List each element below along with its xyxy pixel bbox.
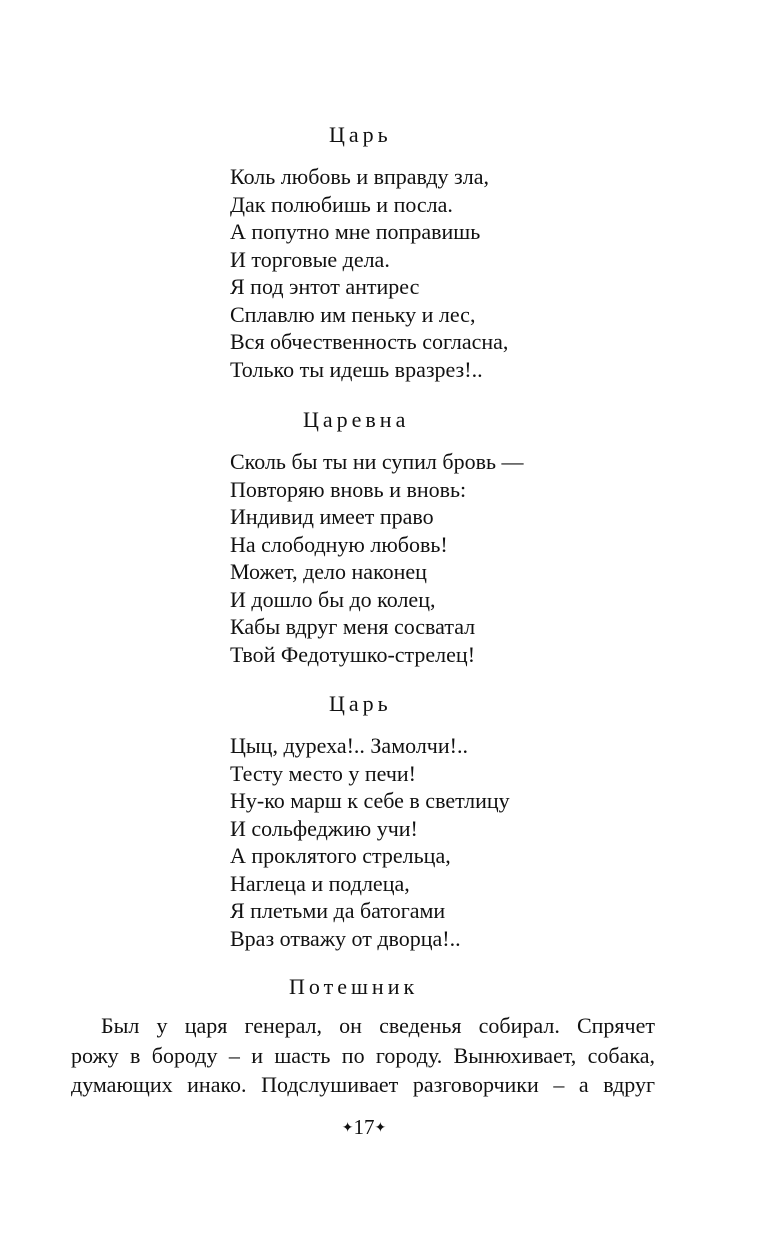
- verse-line: Коль любовь и вправду зла,: [230, 164, 489, 189]
- verse-line: Повторяю вновь и вновь:: [230, 476, 467, 502]
- verse-line: Индивид имеет право: [230, 504, 434, 529]
- verse-stanza: [230, 163, 508, 383]
- verse-line: Только ты идешь вразрез!..: [230, 356, 483, 382]
- verse-line: На слободную любовь!: [230, 531, 448, 557]
- verse-line: Сколь бы ты ни супил бровь —: [230, 449, 524, 474]
- verse-line: Кабы вдруг меня сосватал: [230, 614, 476, 639]
- prose-paragraph: [71, 1011, 655, 1100]
- verse-line: Я под энтот антирес: [230, 274, 420, 299]
- verse-line: Вся обчественность согласна,: [230, 329, 509, 354]
- page-number: 17: [353, 1115, 375, 1139]
- verse-line: Сплавлю им пеньку и лес,: [230, 301, 476, 327]
- prose-line: рожу в бороду – и шасть по городу. Вынюхивает, собака,: [71, 1042, 655, 1068]
- page-folio: [0, 1113, 728, 1143]
- verse-stanza: [230, 448, 524, 668]
- verse-line: И дошло бы до колец,: [230, 586, 436, 612]
- speaker-heading: Царь: [329, 691, 392, 716]
- verse-line: Враз отважу от дворца!..: [230, 925, 461, 951]
- verse-line: Тесту место у печи!: [230, 760, 416, 786]
- verse-line: Наглеца и подлеца,: [230, 870, 410, 896]
- four-point-star-icon: ✦: [374, 1121, 387, 1136]
- verse-line: И торговые дела.: [230, 246, 390, 272]
- speaker-heading: Царевна: [303, 407, 410, 432]
- verse-line: И сольфеджию учи!: [230, 815, 418, 841]
- prose-line: Был у царя генерал, он сведенья собирал. Спрячет: [101, 1013, 655, 1038]
- prose-line: думающих инако. Подслушивает разговорчики – а вдруг: [71, 1072, 655, 1097]
- verse-stanza: [230, 732, 510, 952]
- speaker-heading: Потешник: [289, 974, 419, 999]
- verse-line: А проклятого стрельца,: [230, 843, 451, 868]
- verse-line: Твой Федотушко-стрелец!: [230, 641, 476, 667]
- verse-line: Я плетьми да батогами: [230, 898, 446, 923]
- speaker-heading: Царь: [329, 122, 392, 147]
- verse-line: Цыц, дуреха!.. Замолчи!..: [230, 733, 468, 758]
- four-point-star-icon: ✦: [341, 1121, 354, 1136]
- verse-line: А попутно мне поправишь: [230, 219, 481, 244]
- verse-line: Может, дело наконец: [230, 559, 427, 584]
- verse-line: Ну-ко марш к себе в светлицу: [230, 788, 510, 813]
- verse-line: Дак полюбишь и посла.: [230, 191, 453, 217]
